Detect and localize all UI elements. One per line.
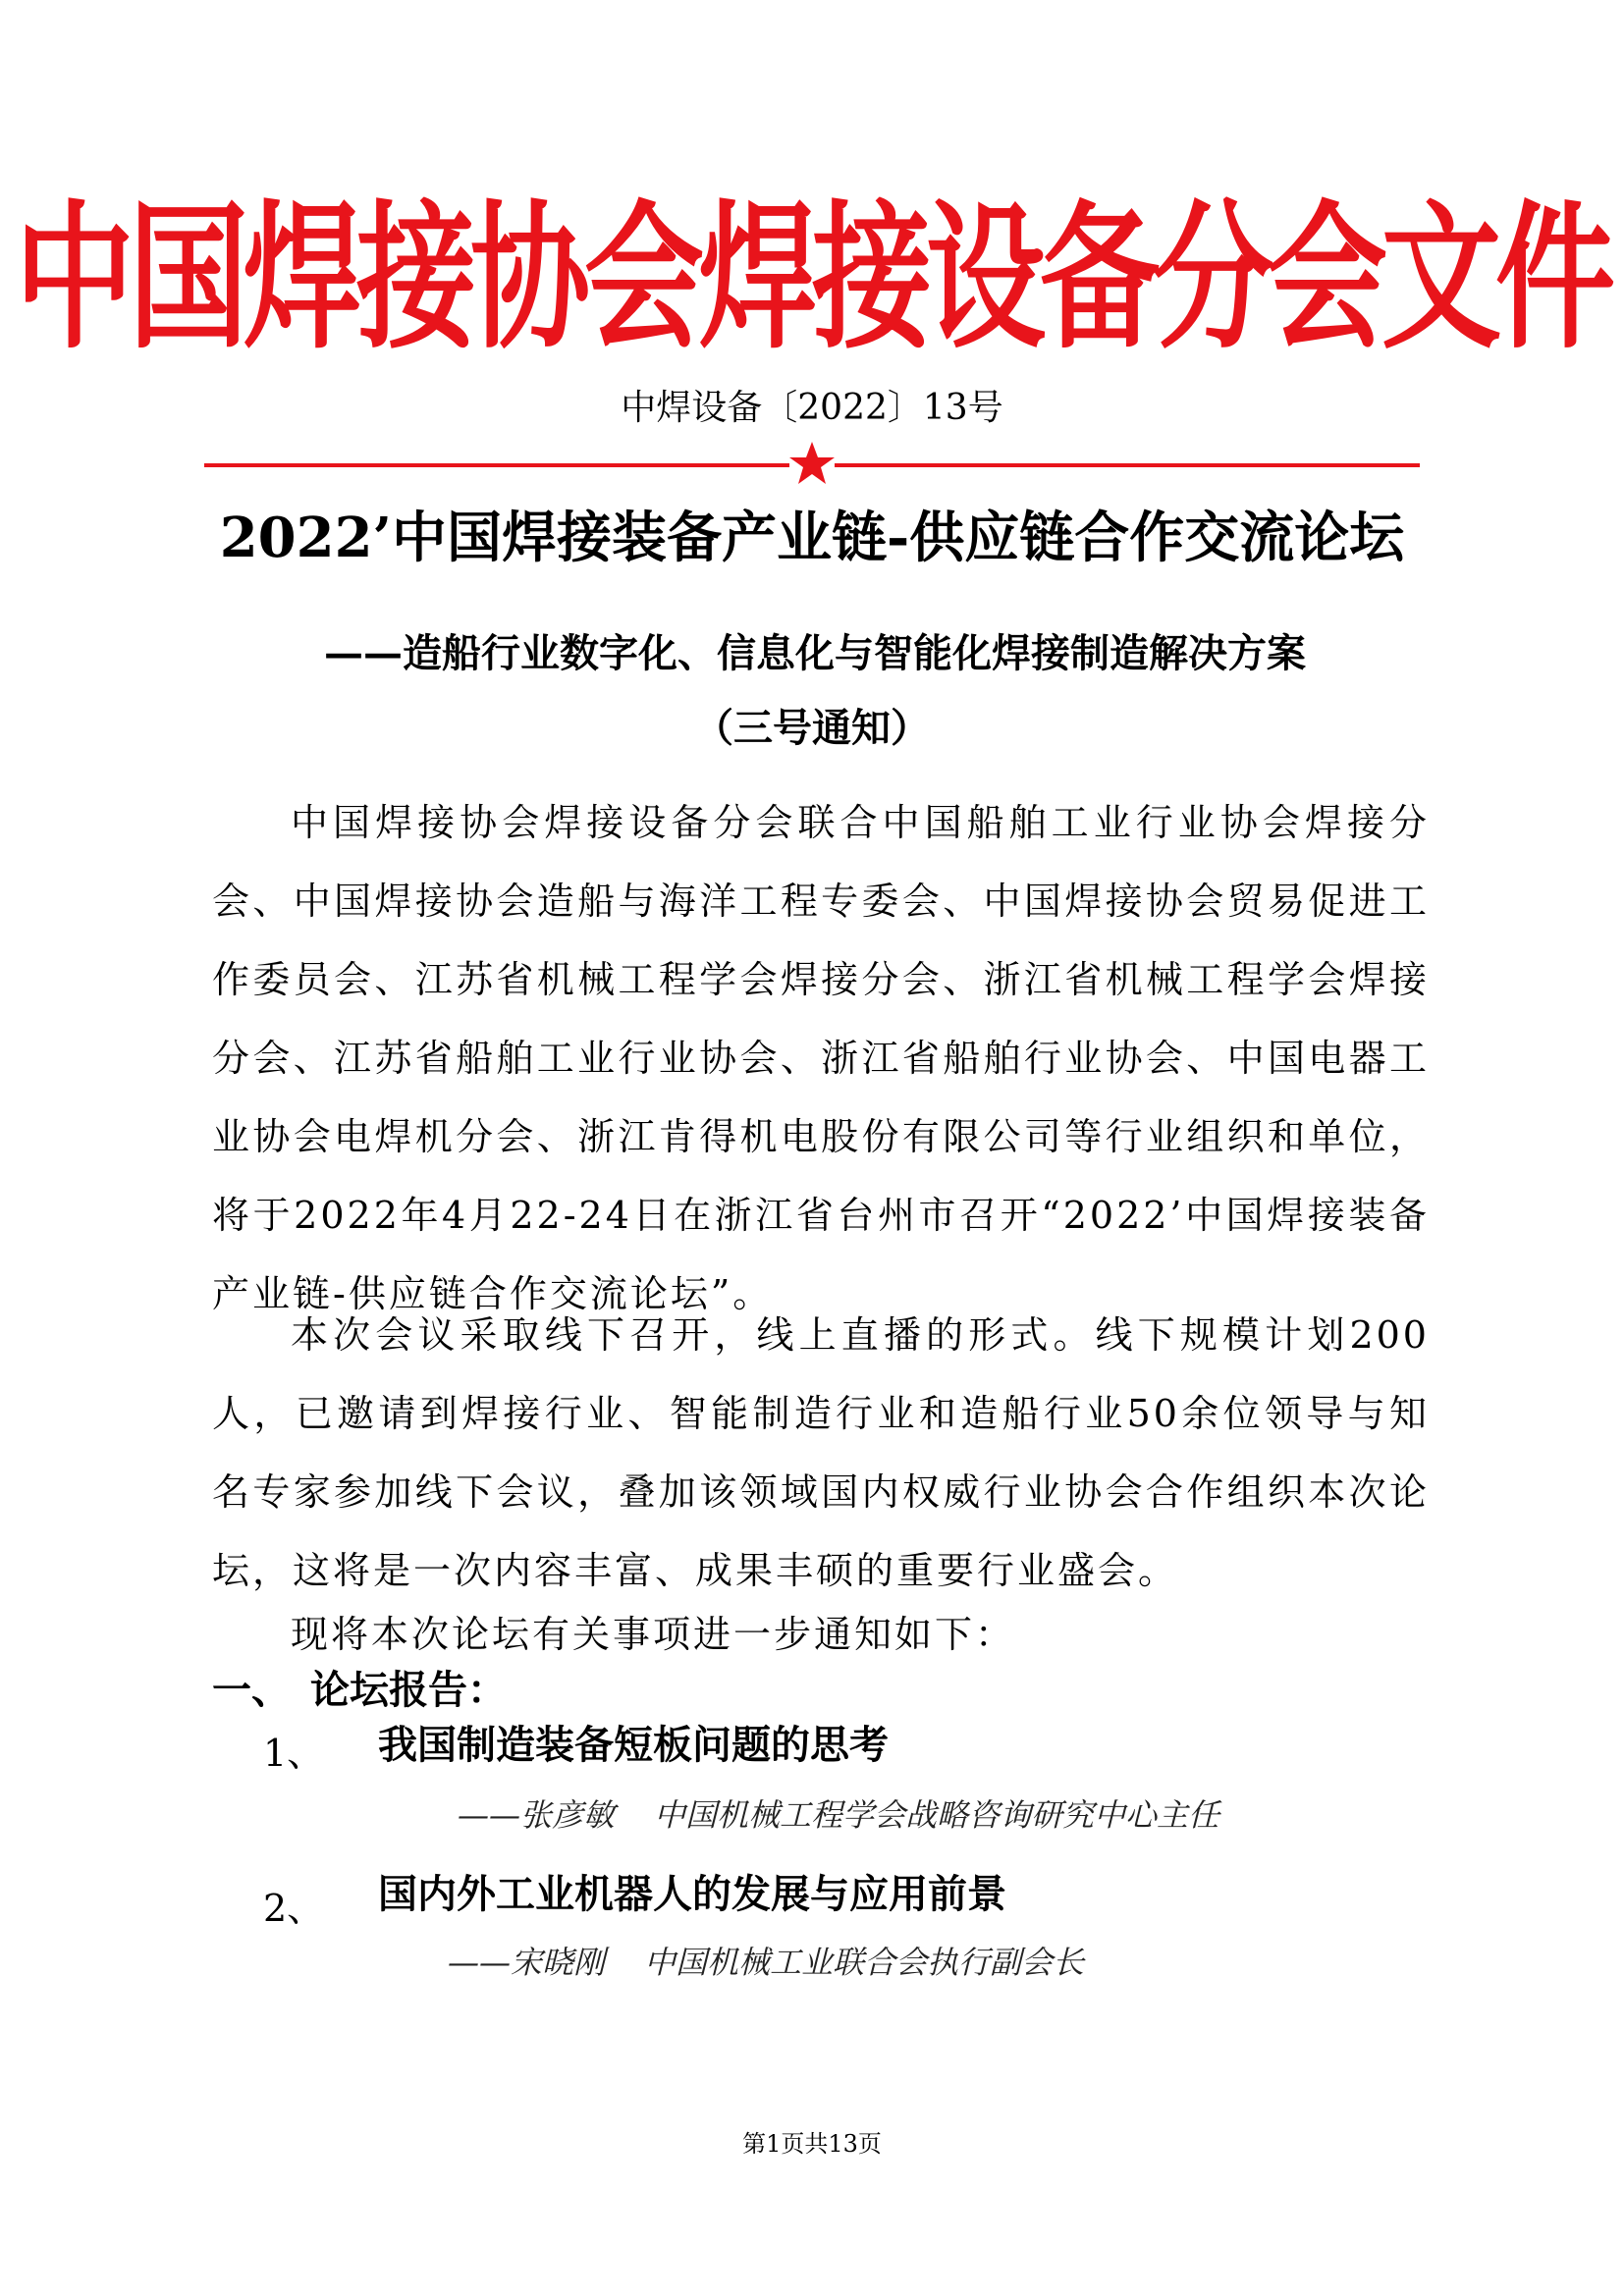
org-document-header: 中国焊接协会焊接设备分会文件 — [15, 184, 1609, 371]
report-item-speaker — [458, 1790, 1219, 1840]
report-item-title: 我国制造装备短板问题的思考 — [378, 1722, 889, 1768]
report-item-title: 国内外工业机器人的发展与应用前景 — [378, 1871, 1006, 1917]
speaker-name: ——宋晓刚 — [448, 1944, 606, 1981]
section-title: 论坛报告： — [310, 1667, 507, 1713]
speaker-name: ——张彦敏 — [458, 1796, 616, 1834]
red-divider-right — [835, 463, 1420, 467]
section-heading — [212, 1661, 507, 1720]
body-paragraph: 本次会议采取线下召开，线上直播的形式。线下规模计划200人，已邀请到焊接行业、智能制造行业和造船行业50余位领导与知名专家参加线下会议，叠加该领域国内权威行业协会合作组织本次论坛，这将是一次内容丰富、成果丰硕的重要行业盛会。 — [212, 1313, 1430, 1592]
star-icon — [786, 438, 838, 489]
body-paragraph: 中国焊接协会焊接设备分会联合中国船舶工业行业协会焊接分会、中国焊接协会造船与海洋工程专委会、中国焊接协会贸易促进工作委员会、江苏省机械工程学会焊接分会、浙江省机械工程学会焊接分会、江苏省船舶工业行业协会、浙江省船舶行业协会、中国电器工业协会电焊机分会、浙江肯得机电股份有限公司等行业组织和单位，将于2022年4月22-24日在浙江省台州市召开“2022’中国焊接装备产业链-供应链合作交流论坛”。 — [212, 801, 1430, 1315]
red-divider-left — [204, 463, 789, 467]
notice-number-label: （三号通知） — [694, 705, 930, 751]
section-number: 一、 — [212, 1667, 291, 1713]
report-item-speaker — [448, 1938, 1084, 1987]
speaker-position: 中国机械工程学会战略咨询研究中心主任 — [654, 1796, 1220, 1834]
forum-subtitle: ——造船行业数字化、信息化与智能化焊接制造解决方案 — [324, 630, 1306, 676]
document-number: 中焊设备〔2022〕13号 — [621, 388, 1003, 428]
report-item-number: 2、 — [263, 1887, 325, 1930]
page-footer: 第1页共13页 — [742, 2130, 882, 2158]
body-paragraph: 现将本次论坛有关事项进一步通知如下： — [291, 1613, 1016, 1656]
speaker-position: 中国机械工业联合会执行副会长 — [644, 1944, 1085, 1981]
forum-title: 2022’中国焊接装备产业链-供应链合作交流论坛 — [219, 506, 1405, 570]
report-item-number: 1、 — [263, 1732, 325, 1775]
